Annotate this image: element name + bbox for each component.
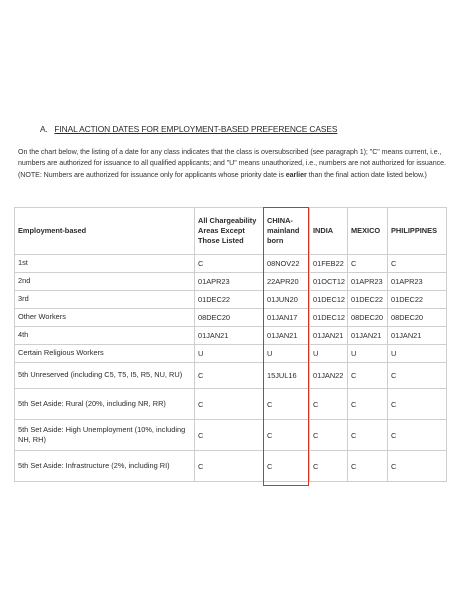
cell-all-chargeability: 01DEC22 xyxy=(195,291,264,309)
cell-all-chargeability: C xyxy=(195,389,264,420)
row-category: Certain Religious Workers xyxy=(15,345,195,363)
cell-china: U xyxy=(264,345,310,363)
row-category: 4th xyxy=(15,327,195,345)
table-row xyxy=(15,363,447,389)
cell-china: C xyxy=(264,389,310,420)
row-category: 5th Set Aside: Rural (20%, including NR, RR) xyxy=(15,389,195,420)
cell-china: C xyxy=(264,451,310,482)
cell-all-chargeability: 01APR23 xyxy=(195,273,264,291)
cell-all-chargeability: C xyxy=(195,255,264,273)
table-row xyxy=(15,273,447,291)
row-category: 3rd xyxy=(15,291,195,309)
row-category: 5th Set Aside: Infrastructure (2%, including RI) xyxy=(15,451,195,482)
cell-mexico: C xyxy=(348,363,388,389)
table-row xyxy=(15,255,447,273)
cell-all-chargeability: 08DEC20 xyxy=(195,309,264,327)
cell-mexico: C xyxy=(348,420,388,451)
header-all-chargeability: All Chargeability Areas Except Those Listed xyxy=(195,208,264,255)
cell-all-chargeability: U xyxy=(195,345,264,363)
cell-philippines: 01APR23 xyxy=(388,273,447,291)
cell-china: 01JAN21 xyxy=(264,327,310,345)
cell-india: 01JAN22 xyxy=(310,363,348,389)
cell-philippines: 01DEC22 xyxy=(388,291,447,309)
table-row xyxy=(15,420,447,451)
cell-philippines: C xyxy=(388,451,447,482)
table-row xyxy=(15,451,447,482)
cell-india: 01DEC12 xyxy=(310,309,348,327)
header-mexico: MEXICO xyxy=(348,208,388,255)
header-philippines: PHILIPPINES xyxy=(388,208,447,255)
cell-mexico: 01JAN21 xyxy=(348,327,388,345)
table-header-row xyxy=(15,208,447,255)
cell-india: 01OCT12 xyxy=(310,273,348,291)
cell-mexico: 01DEC22 xyxy=(348,291,388,309)
cell-mexico: 08DEC20 xyxy=(348,309,388,327)
final-action-dates-table xyxy=(14,207,447,482)
cell-china: 01JAN17 xyxy=(264,309,310,327)
cell-india: C xyxy=(310,389,348,420)
table-row xyxy=(15,309,447,327)
cell-india: 01JAN21 xyxy=(310,327,348,345)
cell-philippines: U xyxy=(388,345,447,363)
cell-philippines: C xyxy=(388,420,447,451)
cell-india: U xyxy=(310,345,348,363)
section-title: FINAL ACTION DATES FOR EMPLOYMENT-BASED PREFERENCE CASES xyxy=(54,124,338,134)
row-category: 5th Set Aside: High Unemployment (10%, including NH, RH) xyxy=(15,420,195,451)
cell-china: 15JUL16 xyxy=(264,363,310,389)
cell-india: 01FEB22 xyxy=(310,255,348,273)
section-heading xyxy=(40,124,440,134)
section-letter: A. xyxy=(40,124,48,134)
row-category: 5th Unreserved (including C5, T5, I5, R5, NU, RU) xyxy=(15,363,195,389)
intro-paragraph xyxy=(18,147,448,181)
table-row xyxy=(15,327,447,345)
cell-philippines: C xyxy=(388,363,447,389)
cell-china: 08NOV22 xyxy=(264,255,310,273)
cell-mexico: C xyxy=(348,389,388,420)
cell-china: 22APR20 xyxy=(264,273,310,291)
cell-india: C xyxy=(310,451,348,482)
row-category: 1st xyxy=(15,255,195,273)
cell-all-chargeability: C xyxy=(195,451,264,482)
table-row xyxy=(15,345,447,363)
cell-philippines: C xyxy=(388,255,447,273)
header-india: INDIA xyxy=(310,208,348,255)
cell-philippines: 08DEC20 xyxy=(388,309,447,327)
paragraph-text-2: than the final action date listed below.) xyxy=(308,170,427,179)
cell-all-chargeability: C xyxy=(195,363,264,389)
cell-mexico: C xyxy=(348,255,388,273)
cell-mexico: U xyxy=(348,345,388,363)
cell-all-chargeability: C xyxy=(195,420,264,451)
header-employment-based: Employment-based xyxy=(15,208,195,255)
cell-mexico: 01APR23 xyxy=(348,273,388,291)
row-category: 2nd xyxy=(15,273,195,291)
paragraph-text-1: On the chart below, the listing of a date for any class indicates that the class is oversubscribed (see paragraph 1); "C" means current, i.e., numbers are authorized for issuance to all qualified applicants; and "U" means unauthorized, i.e., numbers are not authorized for issuance. (NOTE: Numbers are authorized for issuance only for applicants whose priority date is xyxy=(18,148,446,179)
cell-philippines: C xyxy=(388,389,447,420)
cell-philippines: 01JAN21 xyxy=(388,327,447,345)
cell-india: 01DEC12 xyxy=(310,291,348,309)
table-row xyxy=(15,389,447,420)
cell-china: C xyxy=(264,420,310,451)
cell-india: C xyxy=(310,420,348,451)
cell-mexico: C xyxy=(348,451,388,482)
cell-all-chargeability: 01JAN21 xyxy=(195,327,264,345)
header-china: CHINA-mainland born xyxy=(264,208,310,255)
cell-china: 01JUN20 xyxy=(264,291,310,309)
paragraph-bold-word: earlier xyxy=(285,170,307,179)
row-category: Other Workers xyxy=(15,309,195,327)
table-row xyxy=(15,291,447,309)
